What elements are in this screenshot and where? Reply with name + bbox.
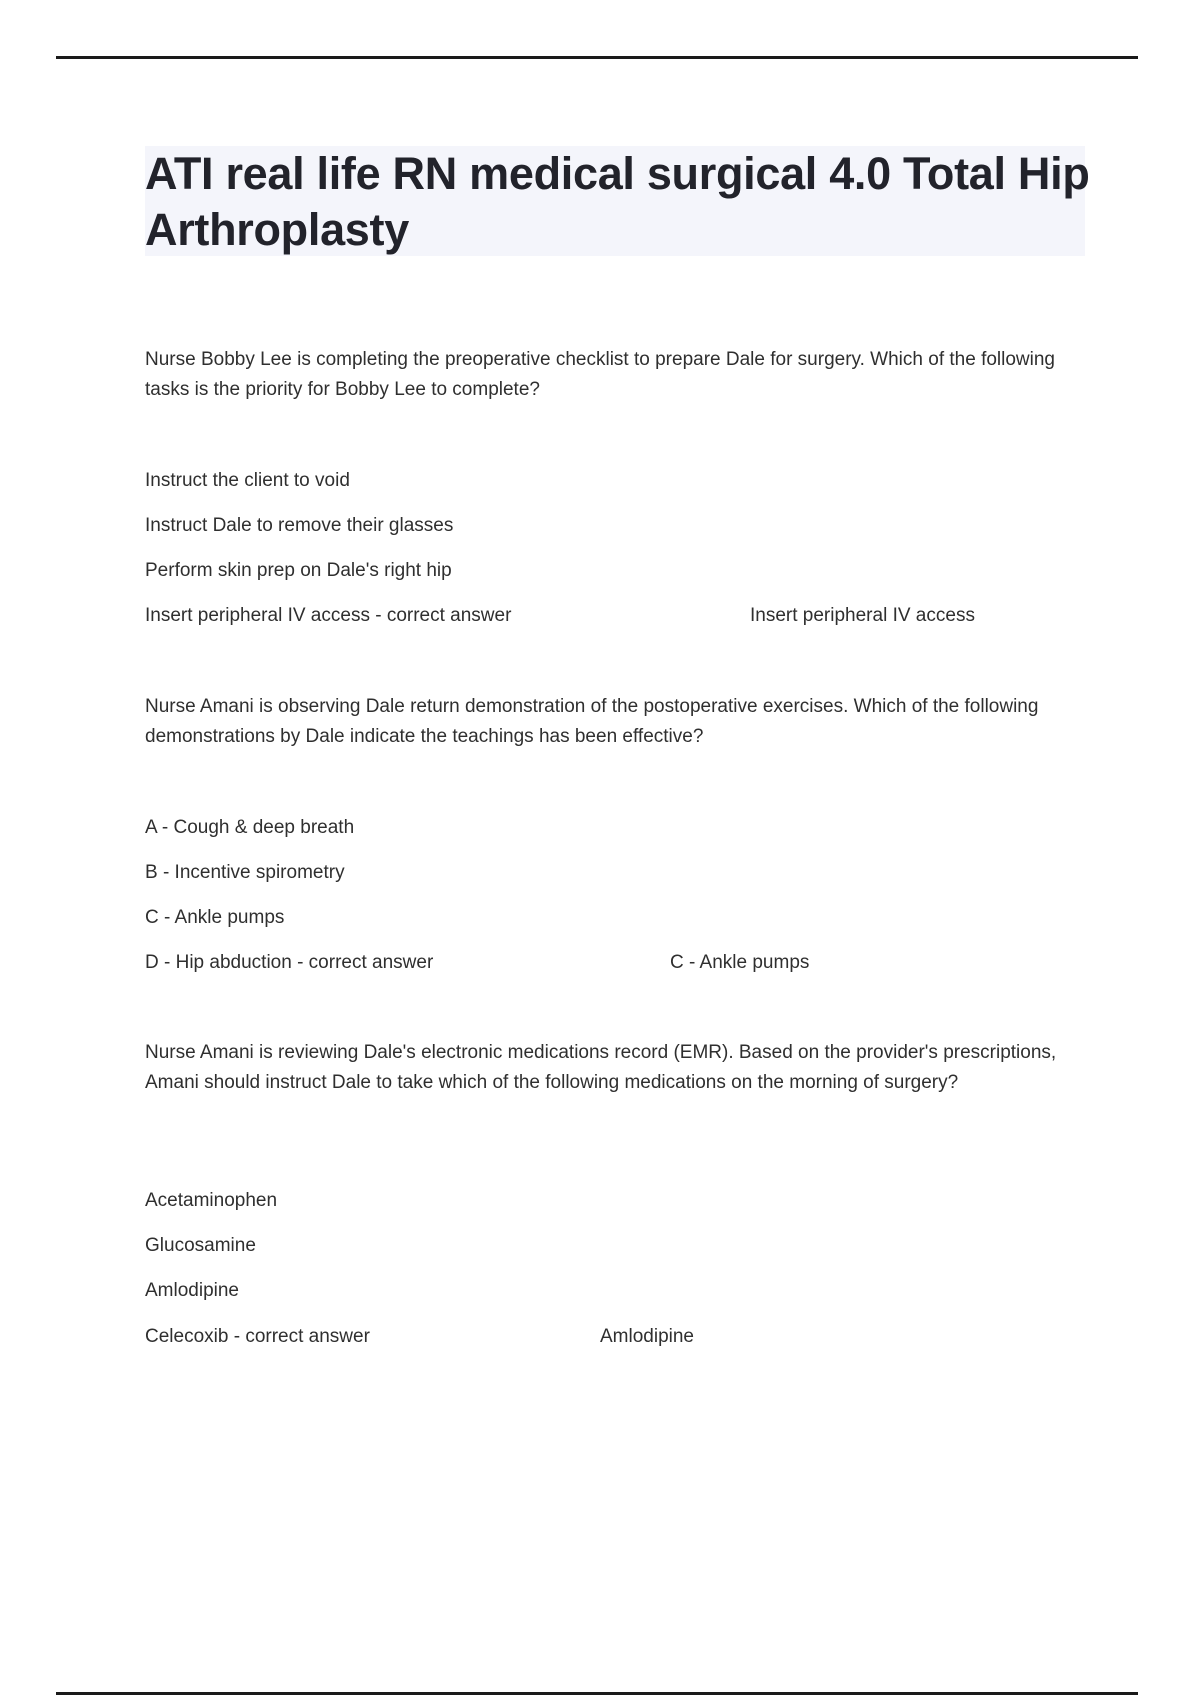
question-3: Nurse Amani is reviewing Dale's electronic medications record (EMR). Based on the provider's prescriptions, Amani should instruct Dale to take which of the following medications on the morning of surgery? [145, 1042, 1057, 1093]
question-2: Nurse Amani is observing Dale return demonstration of the postoperative exercises. Which of the following demonstrations by Dale indicate the teachings has been effective? [145, 696, 1039, 747]
page-title: ATI real life RN medical surgical 4.0 Total Hip Arthroplasty [145, 148, 1090, 255]
option: Celecoxib - correct answer [145, 1326, 370, 1347]
option: D - Hip abduction - correct answer [145, 952, 434, 973]
answer: C - Ankle pumps [670, 952, 810, 973]
footer-rule [56, 1692, 1138, 1695]
answer: Insert peripheral IV access [750, 605, 975, 626]
option: C - Ankle pumps [145, 907, 285, 928]
option: A - Cough & deep breath [145, 817, 355, 838]
option: Instruct Dale to remove their glasses [145, 515, 454, 536]
option: Perform skin prep on Dale's right hip [145, 560, 452, 581]
option: B - Incentive spirometry [145, 862, 345, 883]
header-rule [56, 56, 1138, 59]
option: Insert peripheral IV access - correct answer [145, 605, 512, 626]
option: Amlodipine [145, 1280, 239, 1301]
answer: Amlodipine [600, 1326, 694, 1347]
option: Acetaminophen [145, 1190, 278, 1211]
option: Instruct the client to void [145, 470, 350, 491]
question-1: Nurse Bobby Lee is completing the preoperative checklist to prepare Dale for surgery. Which of the following tasks is the priority for Bobby Lee to complete? [145, 349, 1055, 400]
option: Glucosamine [145, 1235, 256, 1256]
